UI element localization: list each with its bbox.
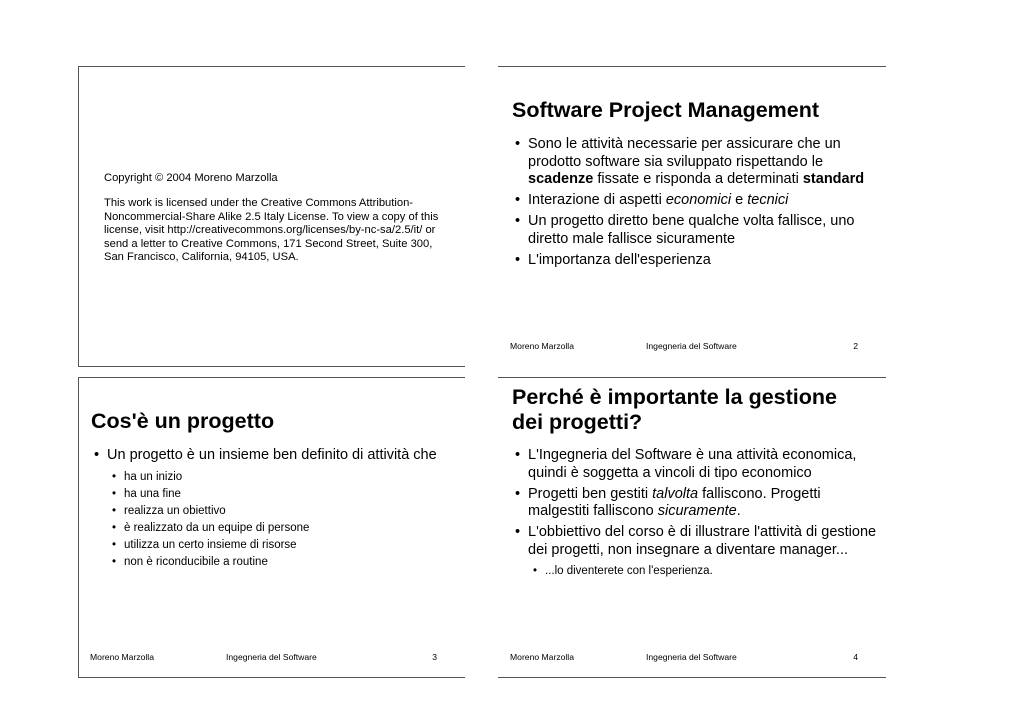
slide-border-bottom [78, 677, 465, 678]
license-block [104, 172, 449, 276]
bullet-item: • Un progetto è un insieme ben definito di attività che • ha un inizio • ha una fine • realizza un obiettivo • è realizzato da un equipe di persone • utilizza un certo insieme di risorse • non è riconducibile a routine [91, 447, 451, 571]
slide-title: Perché è importante la gestione dei progetti? [512, 385, 837, 434]
slide-border-left [78, 377, 79, 678]
slide-footer [78, 652, 465, 666]
sub-bullet-item: • utilizza un certo insieme di risorse [107, 537, 451, 554]
bullet-list [512, 136, 877, 273]
slide-title: Software Project Management [512, 98, 820, 122]
slide-2 [498, 66, 886, 367]
sub-bullet-item: • ha un inizio [107, 469, 451, 486]
bullet-item: • Sono le attività necessarie per assicurare che un prodotto software sia sviluppato rispettando le scadenze fissate e risponda a determinati standard [512, 136, 877, 189]
bullet-item: • L'Ingegneria del Software è una attività economica, quindi è soggetta a vincoli di tipo economico [512, 447, 877, 482]
bullet-item: • L'importanza dell'esperienza [512, 252, 877, 270]
slide-border-bottom [498, 677, 886, 678]
slide-footer [498, 652, 886, 666]
slide-3 [78, 377, 465, 678]
copyright-text: Copyright © 2004 Moreno Marzolla [104, 172, 278, 184]
slide-4 [498, 377, 886, 678]
sub-bullet-list [107, 469, 451, 571]
bullet-item: • Progetti ben gestiti talvolta falliscono. Progetti malgestiti falliscono sicuramente. [512, 486, 877, 521]
slide-border-top [498, 66, 886, 67]
page-number: 4 [853, 652, 858, 662]
bullet-item: • L'obbiettivo del corso è di illustrare l'attività di gestione dei progetti, non insegnare a diventare manager... • ...lo diventerete con l'esperienza. [512, 524, 877, 580]
sub-bullet-item: • ...lo diventerete con l'esperienza. [528, 563, 877, 580]
slide-border-top [78, 66, 465, 67]
page-number: 3 [432, 652, 437, 662]
license-text: This work is licensed under the Creative Commons Attribution-Noncommercial-Share Alike 2.5 Italy License. To view a copy of this license, visit http://creativecommons.org/licenses/by-nc-sa/2.5/it/ or send a letter to Creative Commons, 171 Second Street, Suite 300, San Francisco, California, 94105, USA. [104, 197, 439, 264]
slide-title: Cos'è un progetto [91, 409, 275, 433]
footer-author: Moreno Marzolla [510, 341, 574, 351]
footer-course: Ingegneria del Software [226, 652, 317, 662]
sub-bullet-item: • è realizzato da un equipe di persone [107, 520, 451, 537]
sub-bullet-item: • non è riconducibile a routine [107, 554, 451, 571]
sub-bullet-list [528, 563, 877, 580]
slide-1 [78, 66, 465, 367]
page-number: 2 [853, 341, 858, 351]
bullet-list [91, 447, 451, 574]
sub-bullet-item: • ha una fine [107, 486, 451, 503]
footer-author: Moreno Marzolla [90, 652, 154, 662]
bullet-item: • Un progetto diretto bene qualche volta fallisce, uno diretto male fallisce sicuramente [512, 213, 877, 248]
sub-bullet-item: • realizza un obiettivo [107, 503, 451, 520]
footer-course: Ingegneria del Software [646, 652, 737, 662]
bullet-item: • Interazione di aspetti economici e tecnici [512, 192, 877, 210]
slide-footer [498, 341, 886, 355]
slide-border-left [78, 66, 79, 367]
slide-border-top [498, 377, 886, 378]
bullet-list [512, 447, 877, 584]
slide-border-top [78, 377, 465, 378]
slide-border-bottom [78, 366, 465, 367]
footer-course: Ingegneria del Software [646, 341, 737, 351]
footer-author: Moreno Marzolla [510, 652, 574, 662]
